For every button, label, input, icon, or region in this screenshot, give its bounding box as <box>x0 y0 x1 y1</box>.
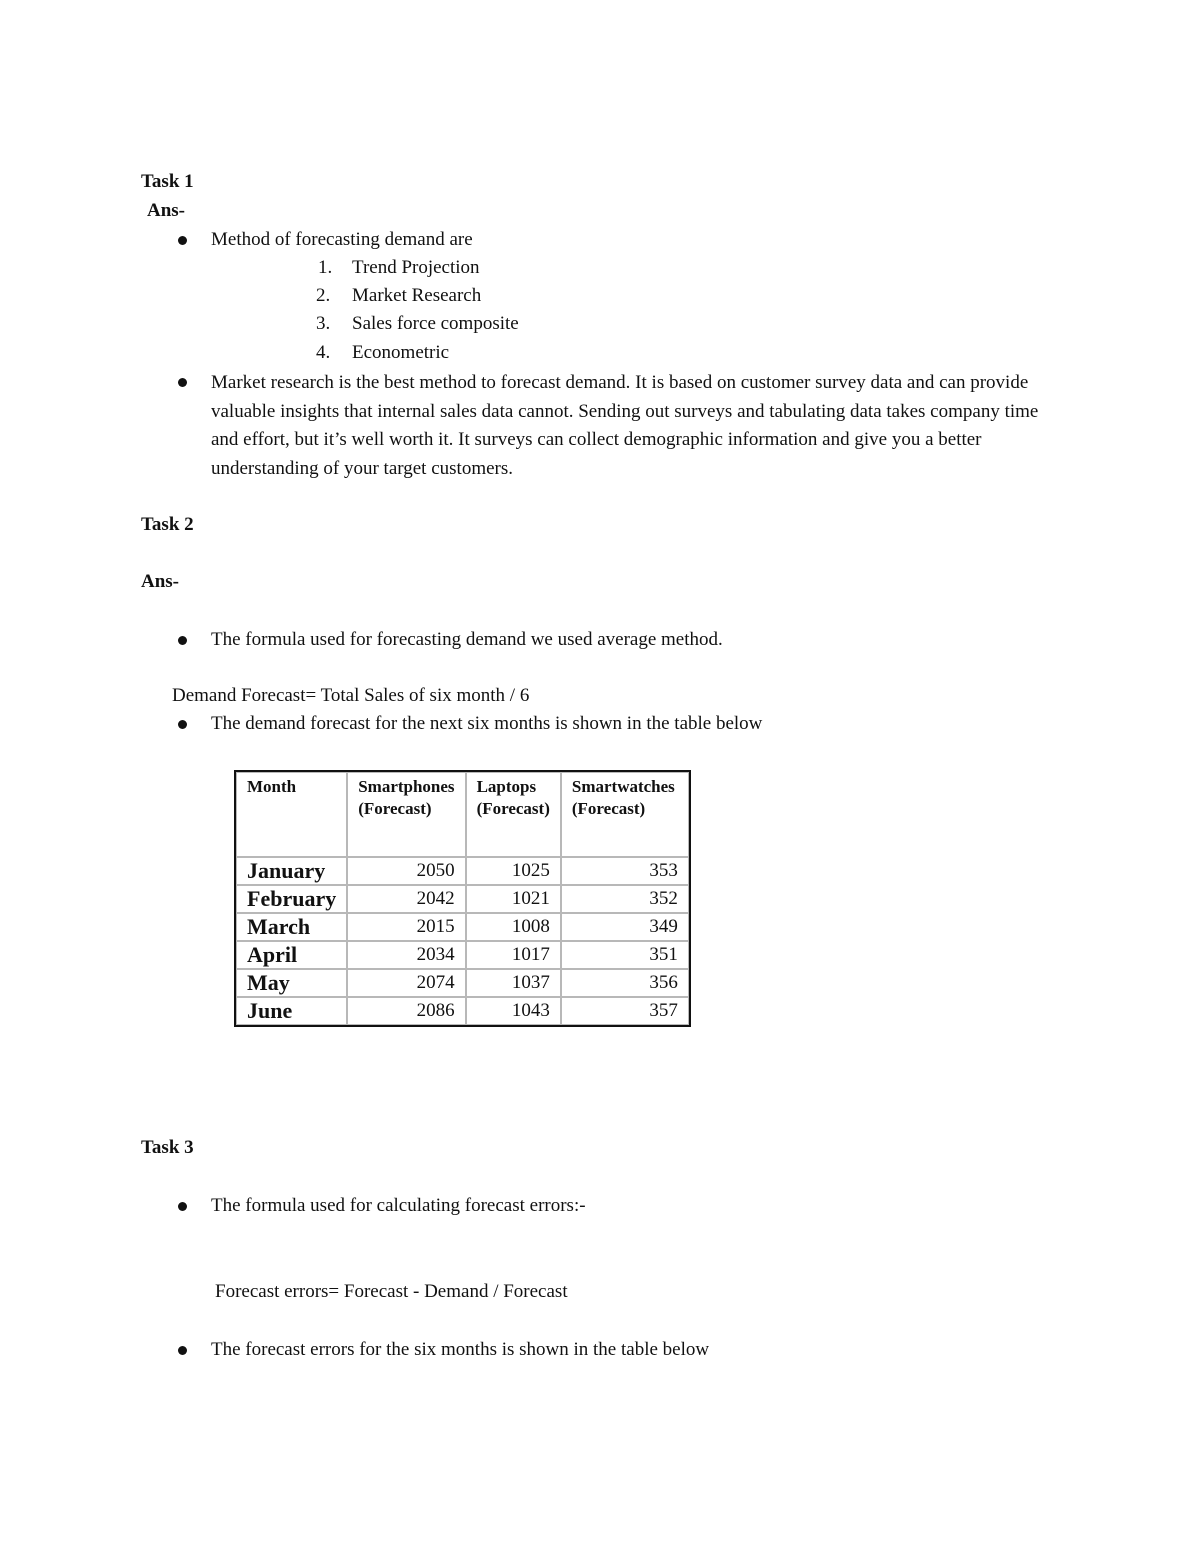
bullet-icon <box>178 378 187 387</box>
bullet-icon <box>178 1202 187 1211</box>
method-item: Market Research <box>352 285 482 306</box>
month-cell: June <box>236 997 347 1025</box>
smartwatches-cell: 353 <box>561 857 689 885</box>
task1-heading: Task 1 <box>141 171 194 192</box>
smartphones-cell: 2042 <box>347 885 465 913</box>
header-month: Month <box>236 772 347 857</box>
bullet-icon <box>178 636 187 645</box>
method-item: Sales force composite <box>352 313 519 334</box>
smartphones-cell: 2050 <box>347 857 465 885</box>
smartphones-cell: 2086 <box>347 997 465 1025</box>
month-cell: March <box>236 913 347 941</box>
table-header-row <box>236 772 689 857</box>
smartwatches-cell: 352 <box>561 885 689 913</box>
method-number: 2. <box>316 285 331 306</box>
table-row <box>236 885 689 913</box>
laptops-cell: 1008 <box>466 913 561 941</box>
laptops-cell: 1025 <box>466 857 561 885</box>
smartwatches-cell: 357 <box>561 997 689 1025</box>
demand-forecast-table <box>234 770 691 1027</box>
header-laptops: Laptops (Forecast) <box>466 772 561 857</box>
laptops-cell: 1021 <box>466 885 561 913</box>
task1-market-research-paragraph: Market research is the best method to forecast demand. It is based on customer survey data and can provide valuable insights that internal sales data cannot. Sending out surveys and tabulating data takes company time and effort, but it’s well worth it. It surveys can collect demographic information and give you a better understanding of your target customers. <box>211 372 1039 479</box>
smartphones-cell: 2015 <box>347 913 465 941</box>
month-cell: May <box>236 969 347 997</box>
task2-ans-label: Ans- <box>141 571 180 592</box>
laptops-cell: 1017 <box>466 941 561 969</box>
smartphones-cell: 2034 <box>347 941 465 969</box>
method-item: Econometric <box>352 342 450 363</box>
task2-heading: Task 2 <box>141 514 194 535</box>
bullet-icon <box>178 720 187 729</box>
task2-formula-intro: The formula used for forecasting demand we used average method. <box>211 629 723 650</box>
method-number: 3. <box>316 313 331 334</box>
task1-ans-label: Ans- <box>147 200 186 221</box>
smartphones-cell: 2074 <box>347 969 465 997</box>
task3-formula-intro: The formula used for calculating forecast errors:- <box>211 1195 586 1216</box>
bullet-icon <box>178 1346 187 1355</box>
smartwatches-cell: 356 <box>561 969 689 997</box>
header-smartphones: Smartphones (Forecast) <box>347 772 465 857</box>
table-row <box>236 997 689 1025</box>
bullet-icon <box>178 236 187 245</box>
demand-forecast-formula: Demand Forecast= Total Sales of six month / 6 <box>172 685 530 706</box>
table-row <box>236 913 689 941</box>
task3-heading: Task 3 <box>141 1137 194 1158</box>
task3-table-intro: The forecast errors for the six months is shown in the table below <box>211 1339 710 1360</box>
laptops-cell: 1043 <box>466 997 561 1025</box>
laptops-cell: 1037 <box>466 969 561 997</box>
month-cell: April <box>236 941 347 969</box>
forecast-errors-formula: Forecast errors= Forecast - Demand / Forecast <box>215 1281 568 1302</box>
task2-table-intro: The demand forecast for the next six months is shown in the table below <box>211 713 763 734</box>
header-smartwatches: Smartwatches (Forecast) <box>561 772 689 857</box>
method-number: 4. <box>316 342 331 363</box>
table-row <box>236 857 689 885</box>
month-cell: January <box>236 857 347 885</box>
smartwatches-cell: 349 <box>561 913 689 941</box>
month-cell: February <box>236 885 347 913</box>
task1-methods-intro: Method of forecasting demand are <box>211 229 473 250</box>
table-row <box>236 969 689 997</box>
method-number: 1. <box>318 257 333 278</box>
method-item: Trend Projection <box>352 257 480 278</box>
smartwatches-cell: 351 <box>561 941 689 969</box>
table-row <box>236 941 689 969</box>
